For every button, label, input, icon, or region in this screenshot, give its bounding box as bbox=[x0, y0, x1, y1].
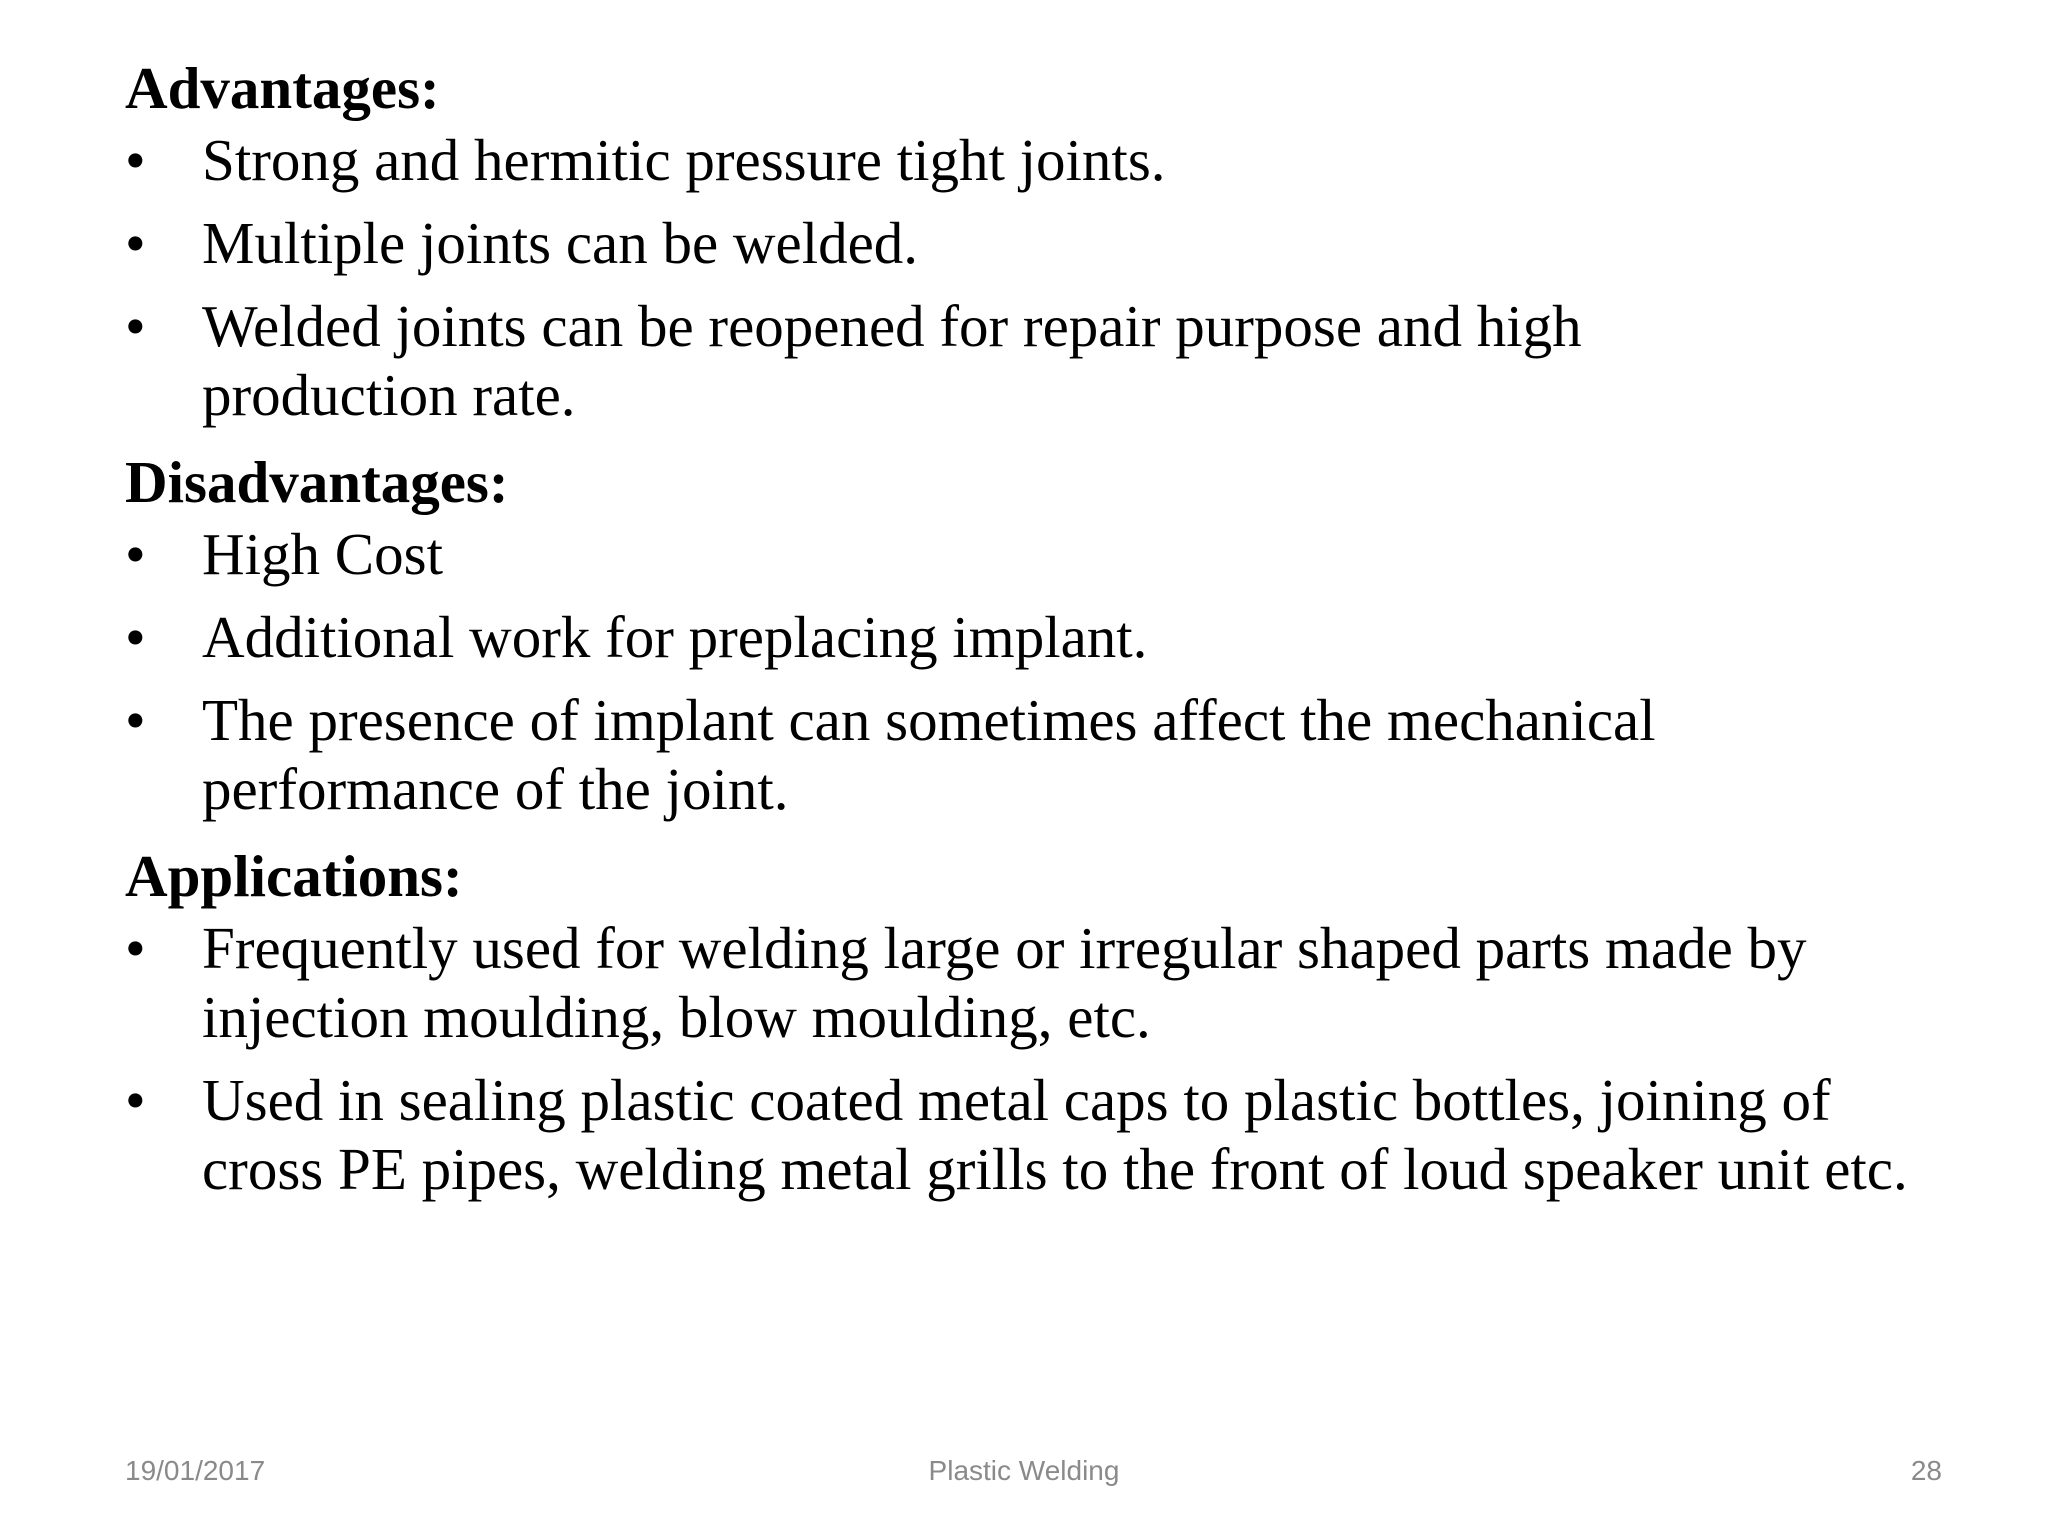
page-number: 28 bbox=[1910, 1455, 1942, 1486]
list-item-text: Frequently used for welding large or irregular shaped parts made by injection moulding, blow moulding, etc. bbox=[202, 915, 1807, 1050]
section-heading: Applications: bbox=[125, 843, 463, 909]
section-heading: Advantages: bbox=[125, 55, 440, 121]
bullet-icon: • bbox=[125, 521, 146, 587]
bullet-icon: • bbox=[125, 127, 146, 193]
footer-date: 19/01/2017 bbox=[125, 1455, 266, 1486]
bullet-icon: • bbox=[125, 687, 146, 753]
bullet-icon: • bbox=[125, 915, 146, 981]
section-heading: Disadvantages: bbox=[125, 449, 509, 515]
list-item bbox=[125, 686, 1892, 824]
list-item bbox=[125, 603, 1955, 672]
bullet-icon: • bbox=[125, 604, 146, 670]
list-item bbox=[125, 1066, 1955, 1204]
bullet-icon: • bbox=[125, 293, 146, 359]
list-item bbox=[125, 914, 1955, 1052]
list-item bbox=[125, 292, 1822, 430]
footer-title: Plastic Welding bbox=[928, 1455, 1120, 1486]
list-item bbox=[125, 209, 1955, 278]
list-item-text: Multiple joints can be welded. bbox=[202, 210, 919, 276]
bullet-icon: • bbox=[125, 210, 146, 276]
applications-section bbox=[125, 838, 1955, 1204]
list-item-text: High Cost bbox=[202, 521, 443, 587]
bullet-list bbox=[125, 520, 1955, 824]
advantages-section bbox=[125, 50, 1955, 430]
slide-body bbox=[125, 50, 1955, 1218]
list-item-text: Welded joints can be reopened for repair purpose and high production rate. bbox=[202, 293, 1582, 428]
bullet-list bbox=[125, 126, 1955, 430]
list-item-text: Additional work for preplacing implant. bbox=[202, 604, 1148, 670]
list-item bbox=[125, 520, 1955, 589]
disadvantages-section bbox=[125, 444, 1955, 824]
bullet-list bbox=[125, 914, 1955, 1204]
list-item-text: Used in sealing plastic coated metal caps to plastic bottles, joining of cross PE pipes, welding metal grills to the front of loud speaker unit etc. bbox=[202, 1067, 1908, 1202]
list-item-text: Strong and hermitic pressure tight joints. bbox=[202, 127, 1166, 193]
list-item-text: The presence of implant can sometimes affect the mechanical performance of the joint. bbox=[202, 687, 1656, 822]
list-item bbox=[125, 126, 1955, 195]
bullet-icon: • bbox=[125, 1067, 146, 1133]
